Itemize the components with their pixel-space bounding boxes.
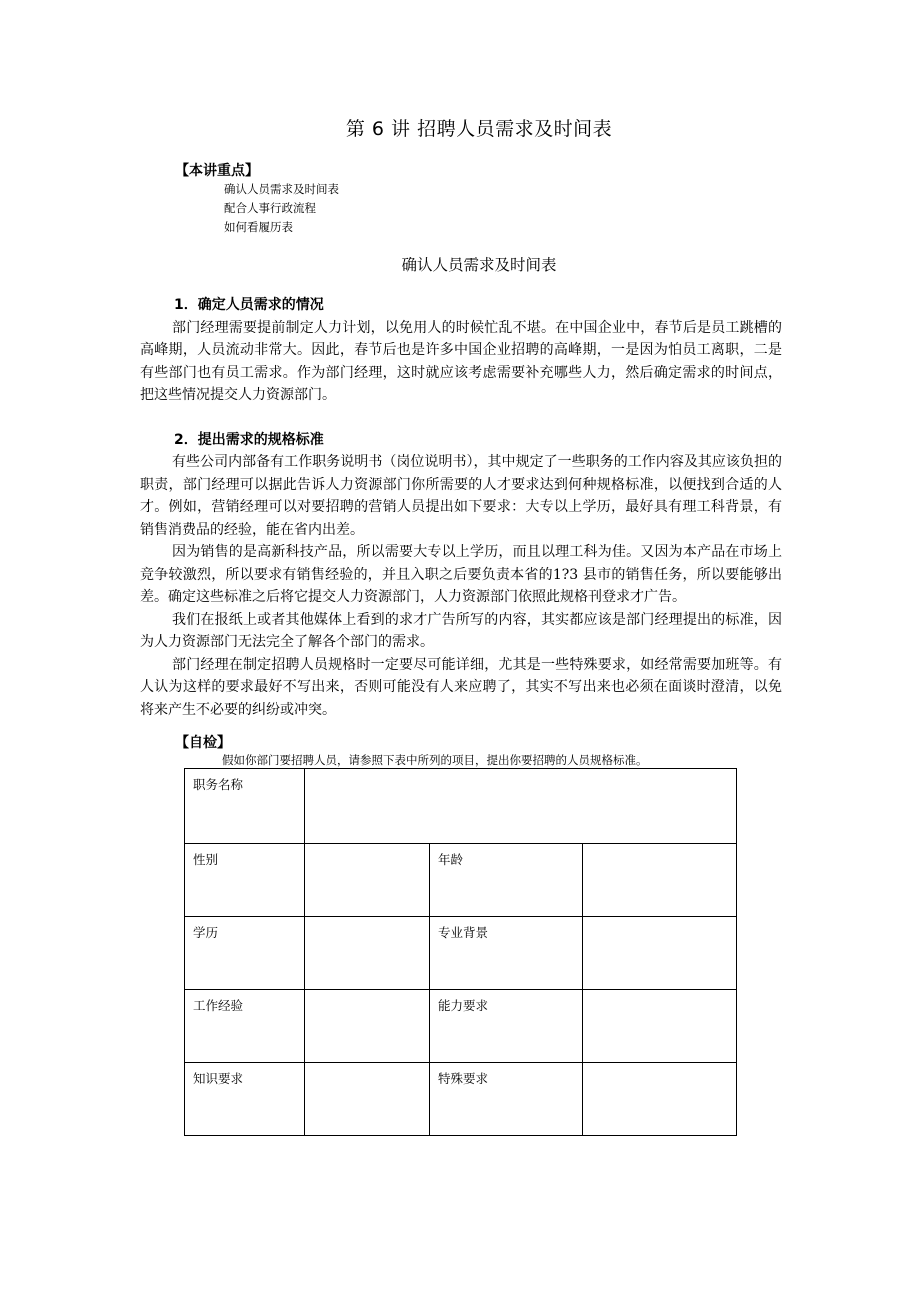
job-title-value-cell[interactable]	[305, 769, 737, 844]
key-point-item: 如何看履历表	[224, 220, 293, 234]
work-experience-label: 工作经验	[185, 990, 305, 1063]
section2-paragraph-1: 有些公司内部备有工作职务说明书（岗位说明书），其中规定了一些职务的工作内容及其应该负担的职责，部门经理可以据此告诉人力资源部门你所需要的人才要求达到何种规格标准，以便找到合适的人才。例如，营销经理可以对要招聘的营销人员提出如下要求：大专以上学历，最好具有理工科背景，有销售消费品的经验，能在省内出差。	[140, 454, 782, 538]
table-row	[185, 769, 737, 844]
knowledge-requirement-label: 知识要求	[185, 1063, 305, 1136]
section2-paragraph-2: 因为销售的是高新科技产品，所以需要大专以上学历，而且以理工科为佳。又因为本产品在市场上竞争较激烈，所以要求有销售经验的，并且入职之后要负责本省的1?3 县市的销售任务，所以要能够出差。确定这些标准之后将它提交人力资源部门，人力资源部门依照此规格刊登求才广告。	[140, 544, 782, 605]
special-requirement-value-cell[interactable]	[583, 1063, 737, 1136]
ability-requirement-label: 能力要求	[430, 990, 583, 1063]
education-value-cell[interactable]	[305, 917, 430, 990]
section1-paragraph: 部门经理需要提前制定人力计划，以免用人的时候忙乱不堪。在中国企业中，春节后是员工跳槽的高峰期，人员流动非常大。因此，春节后也是许多中国企业招聘的高峰期，一是因为怕员工离职，二是有些部门也有员工需求。作为部门经理，这时就应该考虑需要补充哪些人力，然后确定需求的时间点，把这些情况提交人力资源部门。	[140, 319, 782, 403]
page-title: 第 6 讲 招聘人员需求及时间表	[345, 118, 613, 140]
knowledge-requirement-value-cell[interactable]	[305, 1063, 430, 1136]
self-check-intro: 假如你部门要招聘人员，请参照下表中所列的项目，提出你要招聘的人员规格标准。	[222, 753, 648, 767]
ability-requirement-value-cell[interactable]	[583, 990, 737, 1063]
body-content	[140, 294, 782, 721]
section2-paragraph-4: 部门经理在制定招聘人员规格时一定要尽可能详细，尤其是一些特殊要求，如经常需要加班等。有人认为这样的要求最好不写出来，否则可能没有人来应聘了，其实不写出来也必须在面谈时澄清，以免将来产生不必要的纠纷或冲突。	[140, 656, 782, 718]
special-requirement-label: 特殊要求	[430, 1063, 583, 1136]
age-label: 年龄	[430, 844, 583, 917]
gender-value-cell[interactable]	[305, 844, 430, 917]
key-point-item: 配合人事行政流程	[224, 201, 316, 215]
spec-table	[184, 768, 737, 1136]
section1-heading: 1．确定人员需求的情况	[174, 297, 324, 313]
section2-heading: 2．提出需求的规格标准	[174, 431, 324, 448]
section2-paragraph-3: 我们在报纸上或者其他媒体上看到的求才广告所写的内容，其实都应该是部门经理提出的标准，因为人力资源部门无法完全了解各个部门的需求。	[140, 611, 782, 650]
self-check-heading: 【自检】	[175, 735, 231, 751]
key-points-list	[224, 180, 339, 237]
section-title: 确认人员需求及时间表	[401, 256, 557, 274]
major-background-label: 专业背景	[430, 917, 583, 990]
key-points-heading: 【本讲重点】	[175, 163, 259, 179]
work-experience-value-cell[interactable]	[305, 990, 430, 1063]
job-title-label: 职务名称	[185, 769, 305, 844]
age-value-cell[interactable]	[583, 844, 737, 917]
key-point-item: 确认人员需求及时间表	[224, 182, 339, 196]
table-row	[185, 844, 737, 917]
major-background-value-cell[interactable]	[583, 917, 737, 990]
table-row	[185, 1063, 737, 1136]
education-label: 学历	[185, 917, 305, 990]
table-row	[185, 917, 737, 990]
table-row	[185, 990, 737, 1063]
gender-label: 性别	[185, 844, 305, 917]
